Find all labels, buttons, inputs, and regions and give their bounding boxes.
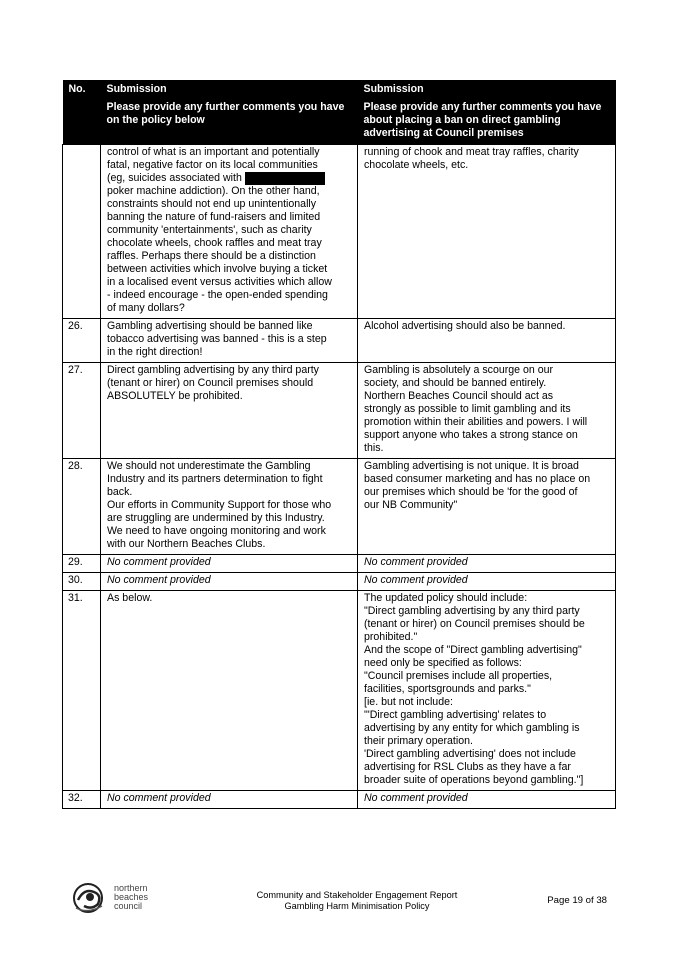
table-row-continued (63, 145, 616, 319)
ban-comment-cell (358, 145, 616, 319)
row-number: 31. (63, 591, 101, 791)
comment-line: back. (107, 486, 133, 498)
comment-line: [ie. but not include: (364, 696, 453, 708)
header-ban-title: Submission (363, 83, 424, 95)
comment-line: No comment provided (107, 556, 211, 568)
row-number: 30. (63, 573, 101, 591)
row-number: 27. (63, 363, 101, 459)
header-ban-subtitle: Please provide any further comments you have about placing a ban on direct gambling advertising at Council premises (363, 101, 602, 139)
comment-line: with our Northern Beaches Clubs. (107, 538, 266, 550)
policy-comment-cell (101, 319, 358, 363)
comment-line: advertising by any entity for which gambling is (364, 722, 580, 734)
comment-line: No comment provided (364, 792, 468, 804)
comment-line: chocolate wheels, chook raffles and meat tray (107, 237, 322, 249)
comment-line: chocolate wheels, etc. (364, 159, 469, 171)
comment-line: need only be specified as follows: (364, 657, 522, 669)
comment-line: No comment provided (364, 556, 468, 568)
comment-line: facilities, sportsgrounds and parks." (364, 683, 531, 695)
comment-line: control of what is an important and potentially (107, 146, 320, 158)
comment-line: "'Direct gambling advertising' relates to (364, 709, 547, 721)
row-number: 29. (63, 555, 101, 573)
table-header-row (63, 80, 616, 145)
comment-line: prohibited." (364, 631, 418, 643)
policy-comment-cell (101, 555, 358, 573)
comment-line: in the right direction! (107, 346, 203, 358)
policy-comment-cell (101, 459, 358, 555)
council-logo-icon (70, 880, 114, 916)
row-number: 32. (63, 791, 101, 809)
header-policy-title: Submission (106, 83, 167, 95)
table-row (63, 555, 616, 573)
comment-line: based consumer marketing and has no place on (364, 473, 591, 485)
table-row (63, 459, 616, 555)
policy-comment-cell (101, 145, 358, 319)
council-logo-text: northern beaches council (114, 883, 149, 911)
comment-line: ABSOLUTELY be prohibited. (107, 390, 243, 402)
comment-line: fatal, negative factor on its local communities (107, 159, 318, 171)
comment-line: our NB Community" (364, 499, 458, 511)
header-ban-comments (358, 80, 616, 145)
comment-line: this. (364, 442, 384, 454)
comment-line: Our efforts in Community Support for those who (107, 499, 332, 511)
table-row (63, 319, 616, 363)
comment-line: The updated policy should include: (364, 592, 528, 604)
comment-line: running of chook and meat tray raffles, charity (364, 146, 579, 158)
comment-line: 'Direct gambling advertising' does not include (364, 748, 576, 760)
comment-line: of many dollars? (107, 302, 185, 314)
ban-comment-cell (358, 319, 616, 363)
comment-line: Gambling advertising should be banned like (107, 320, 313, 332)
page-number: Page 19 of 38 (547, 895, 607, 906)
comment-line: (tenant or hirer) on Council premises should be (364, 618, 585, 630)
comment-line: banning the nature of fund-raisers and limited (107, 211, 321, 223)
comment-line: constraints should not end up unintentionally (107, 198, 317, 210)
table-row (63, 573, 616, 591)
comment-line: "Direct gambling advertising by any third party (364, 605, 580, 617)
ban-comment-cell (358, 791, 616, 809)
footer-report-title: Community and Stakeholder Engagement Report Gambling Harm Minimisation Policy (256, 890, 458, 911)
comment-line: (eg, suicides associated with (107, 172, 352, 185)
comment-line: Alcohol advertising should also be banned. (364, 320, 566, 332)
ban-comment-cell (358, 591, 616, 791)
comment-line: promotion within their abilities and powers. I will (364, 416, 588, 428)
comment-line: We need to have ongoing monitoring and work (107, 525, 326, 537)
comment-line: As below. (107, 592, 153, 604)
comment-line: broader suite of operations beyond gambling."] (364, 774, 584, 786)
table-row (63, 591, 616, 791)
page-footer (62, 880, 615, 920)
header-number: No. (63, 80, 101, 145)
comment-line: their primary operation. (364, 735, 473, 747)
comment-line: No comment provided (107, 792, 211, 804)
comment-line: between activities which involve buying a ticket (107, 263, 328, 275)
comment-line: And the scope of "Direct gambling advertising" (364, 644, 582, 656)
ban-comment-cell (358, 459, 616, 555)
ban-comment-cell (358, 555, 616, 573)
comment-line: strongly as possible to limit gambling and its (364, 403, 571, 415)
header-policy-subtitle: Please provide any further comments you have on the policy below (106, 101, 345, 126)
comment-line: our premises which should be 'for the good of (364, 486, 578, 498)
comment-line: are struggling are undermined by this Industry. (107, 512, 325, 524)
comment-line: in a localised event versus activities which allow (107, 276, 332, 288)
row-number: 26. (63, 319, 101, 363)
policy-comment-cell (101, 363, 358, 459)
redaction-block (245, 172, 325, 185)
table-row (63, 791, 616, 809)
ban-comment-cell (358, 363, 616, 459)
comment-line: tobacco advertising was banned - this is a step (107, 333, 327, 345)
comment-line: support anyone who takes a strong stance on (364, 429, 578, 441)
comment-line: No comment provided (364, 574, 468, 586)
comment-line: We should not underestimate the Gambling (107, 460, 311, 472)
submissions-table (62, 80, 616, 809)
comment-line: society, and should be banned entirely. (364, 377, 547, 389)
policy-comment-cell (101, 791, 358, 809)
row-number: 28. (63, 459, 101, 555)
comment-line: "Council premises include all properties, (364, 670, 553, 682)
comment-line: Industry and its partners determination to fight (107, 473, 323, 485)
comment-line: Gambling advertising is not unique. It is broad (364, 460, 579, 472)
table-row (63, 363, 616, 459)
submission-rows (63, 319, 616, 809)
ban-comment-cell (358, 573, 616, 591)
comment-line: raffles. Perhaps there should be a distinction (107, 250, 316, 262)
policy-comment-cell (101, 591, 358, 791)
comment-line: - indeed encourage - the open-ended spending (107, 289, 328, 301)
row-number-cell (63, 145, 101, 319)
comment-line: Direct gambling advertising by any third party (107, 364, 319, 376)
header-policy-comments (101, 80, 358, 145)
comment-line: Northern Beaches Council should act as (364, 390, 554, 402)
comment-line: community 'entertainments', such as charity (107, 224, 312, 236)
policy-comment-cell (101, 573, 358, 591)
comment-line: Gambling is absolutely a scourge on our (364, 364, 554, 376)
comment-line: (tenant or hirer) on Council premises should (107, 377, 314, 389)
comment-line: poker machine addiction). On the other hand, (107, 185, 320, 197)
comment-line: advertising for RSL Clubs as they have a far (364, 761, 571, 773)
comment-line: No comment provided (107, 574, 211, 586)
